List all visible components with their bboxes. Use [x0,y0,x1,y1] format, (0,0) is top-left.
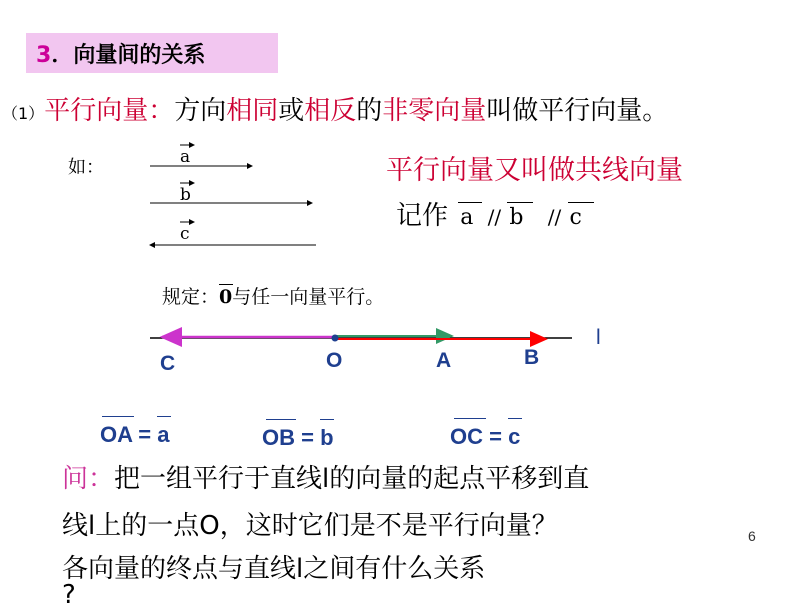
question-label: 问： [62,464,115,494]
definition-part: 的 [356,96,383,126]
parallel-symbol: // [487,205,502,229]
vector-c-label: c [180,224,190,244]
definition-part: 非零向量 [382,96,487,126]
definition-part: 相反 [304,96,357,126]
eq-oa-left: OA [100,422,132,447]
definition [2,90,668,127]
point-b-label: B [524,346,540,369]
point-o-dot [332,335,339,342]
equation-oc: OC = c [450,424,520,450]
zero-vector-rule [162,282,384,309]
parallel-symbol: // [547,205,562,229]
page-number: 6 [748,528,756,544]
example-label: 如： [68,157,104,178]
definition-term: 平行向量： [44,96,175,126]
definition-part: 相同 [226,96,279,126]
number-line [140,322,620,362]
parallel-notation [396,195,582,232]
eq-ob-left: OB [262,425,295,450]
example-vectors [140,140,330,260]
point-o-label: O [326,349,343,372]
vector-b-label: b [180,185,191,205]
eq-oc-left: OC [450,424,483,449]
point-c-label: C [160,352,176,375]
notation-a: a [460,205,473,230]
definition-marker: （1） [2,104,45,123]
question-line-1: 问：把一组平行于直线l的向量的起点平移到直 [62,464,590,494]
definition-part: 方向 [174,96,227,126]
question-line-2: 线l上的一点O，这时它们是不是平行向量？ [62,511,558,541]
eq-oc-right: c [508,424,520,449]
definition-part: 或 [278,96,305,126]
question-line-4: ? [62,580,76,610]
notation-c: c [570,205,582,230]
equation-ob: OB = b [262,425,334,451]
section-number: 3 [36,43,52,68]
collinear-note: 平行向量又叫做共线向量 [386,155,683,186]
section-title [36,38,205,69]
zero-vector: 0 [219,286,233,308]
definition-part: 叫做平行向量。 [486,96,669,126]
vector-a-label: a [180,147,191,167]
notation-prefix: 记作 [396,201,449,231]
eq-oa-right: a [157,422,169,447]
rule-text: 与任一向量平行。 [232,286,385,308]
equation-oa: OA = a [100,422,170,448]
rule-prefix: 规定： [162,286,220,308]
point-a-label: A [436,349,452,372]
line-l-label: l [596,326,601,349]
question-line-3: 各向量的终点与直线l之间有什么关系 [62,554,486,584]
section-title-text: ．向量间的关系 [51,43,206,68]
eq-ob-right: b [320,425,333,450]
notation-b: b [509,205,523,230]
